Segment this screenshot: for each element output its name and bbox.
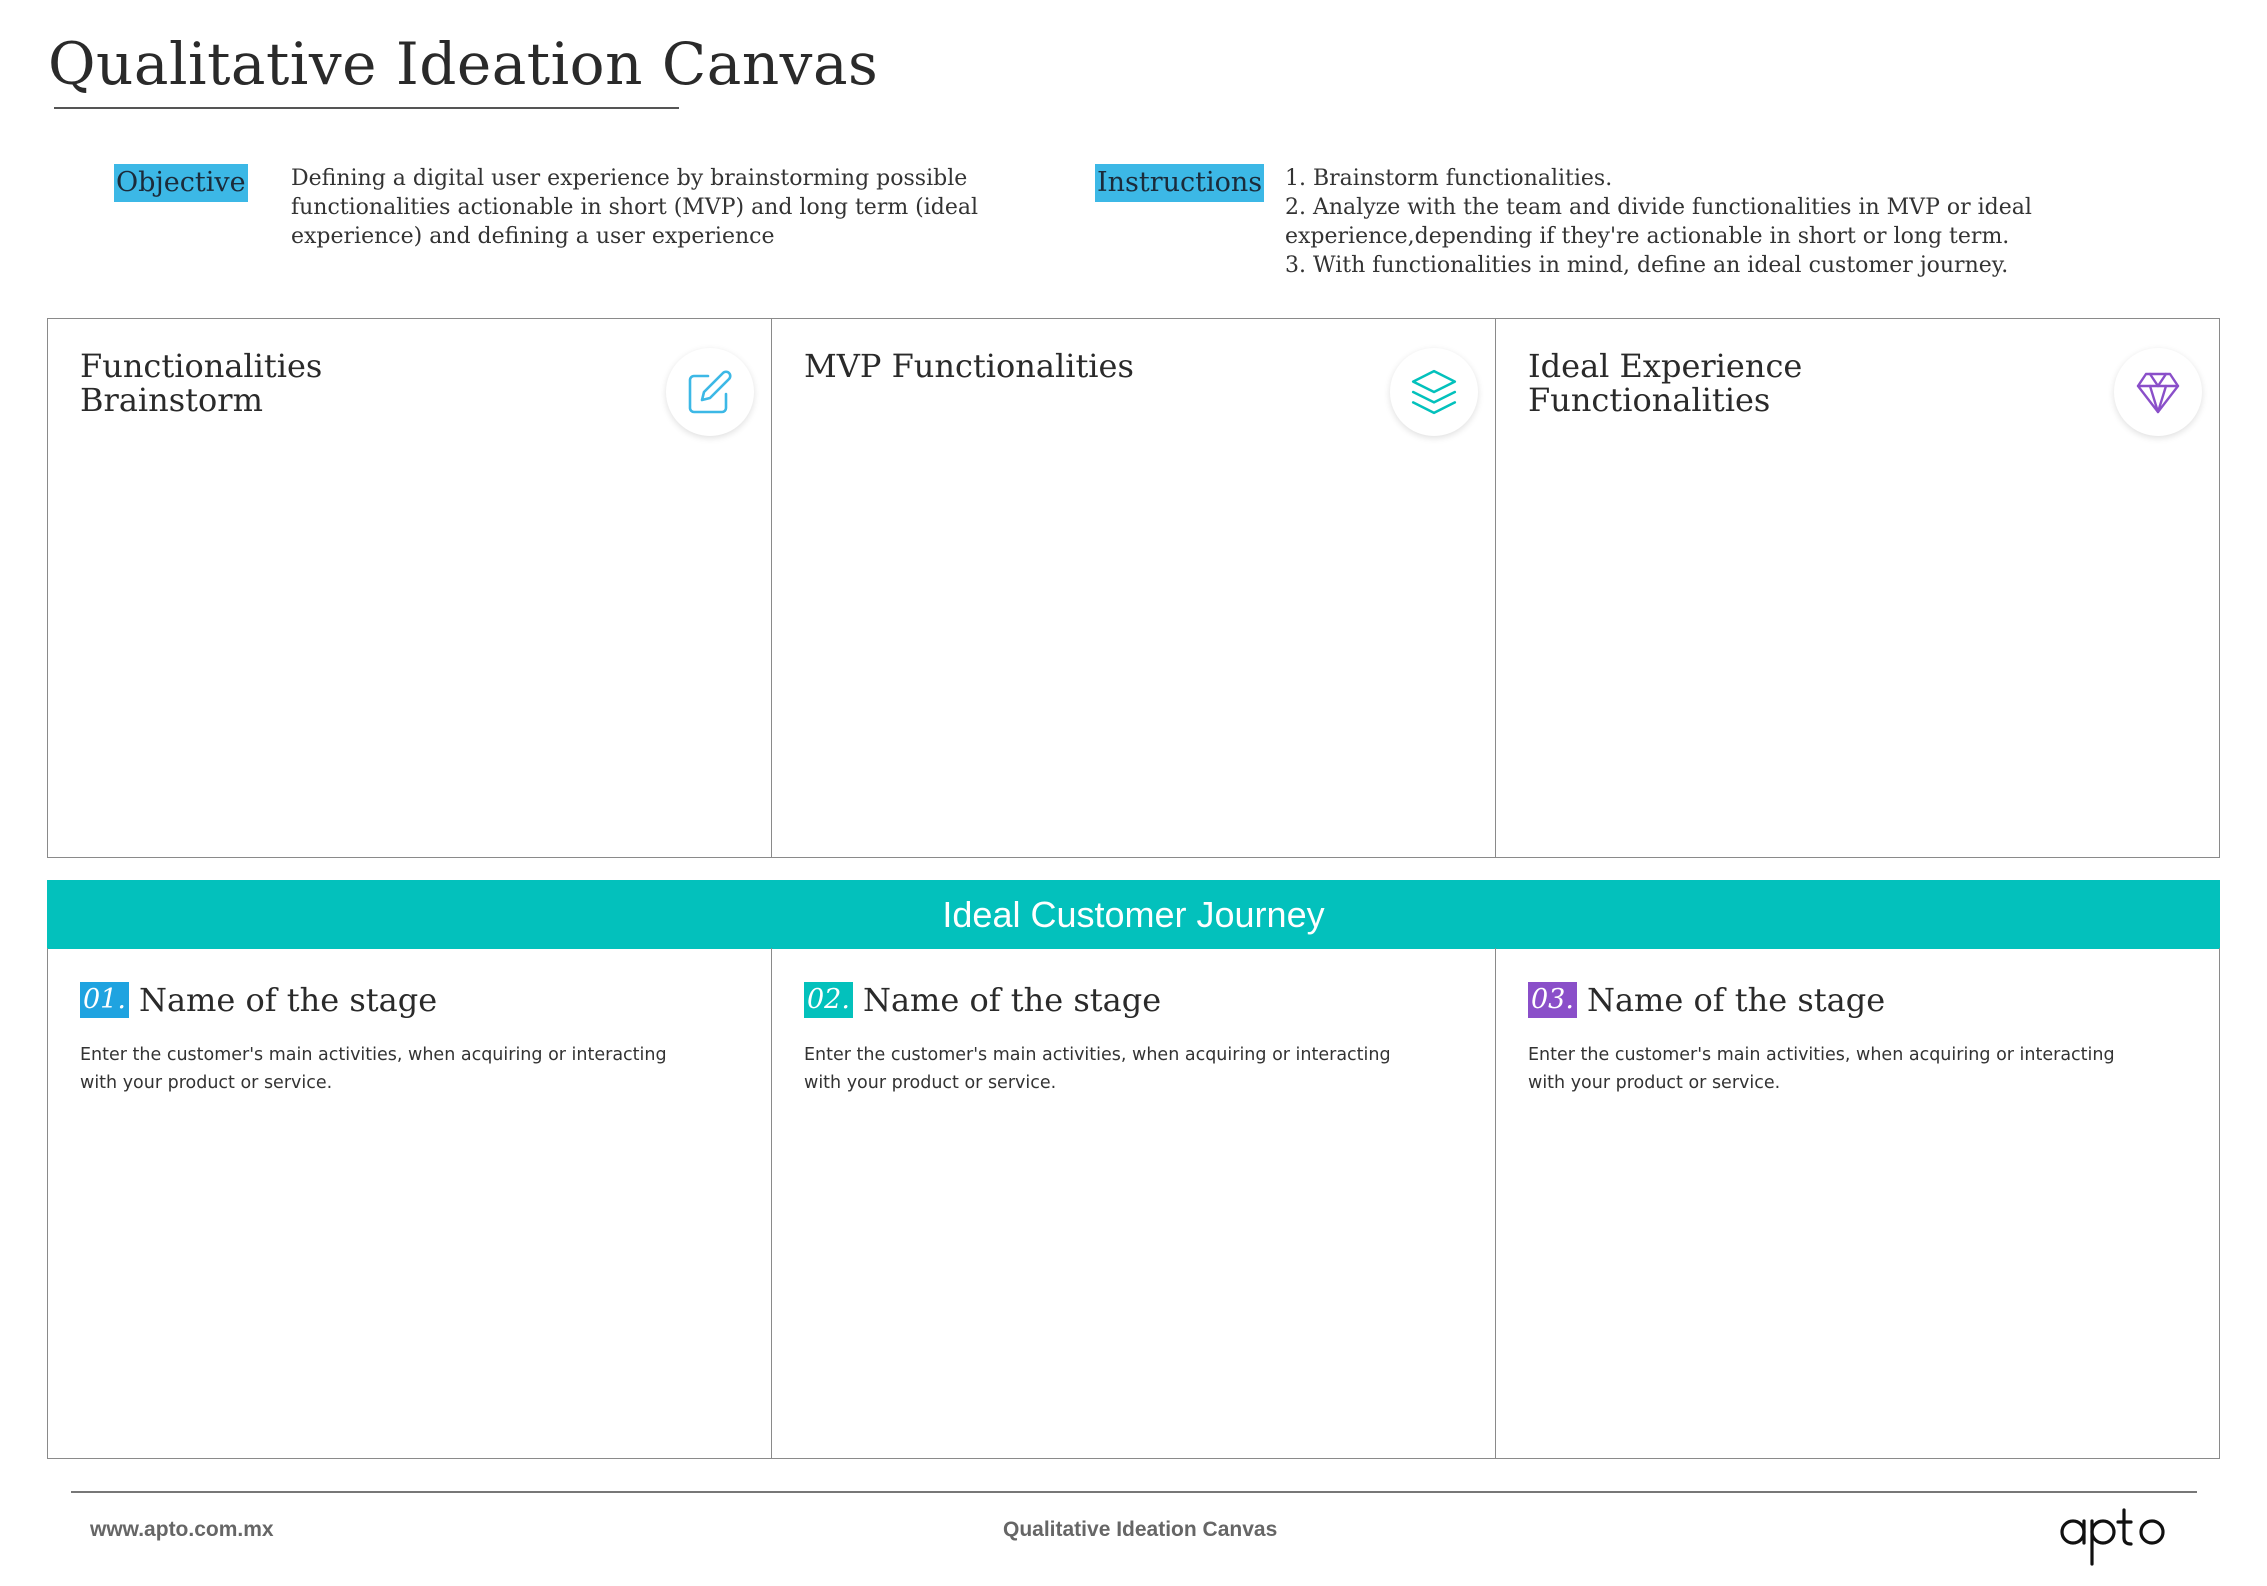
column-title: [804, 349, 1134, 383]
functionalities-board: [47, 318, 2220, 858]
column-title-line: MVP Functionalities: [804, 347, 1134, 385]
stage-description-line: with your product or service.: [1528, 1073, 1781, 1093]
stage-heading: [804, 981, 1161, 1019]
instruction-line: experience,depending if they're actionable in short or long term.: [1285, 224, 2010, 249]
instruction-line: 3. With functionalities in mind, define an ideal customer journey.: [1285, 253, 2009, 278]
column-title-line: Functionalities: [80, 347, 323, 385]
column-title: [80, 349, 322, 417]
stage-description-line: Enter the customer's main activities, when acquiring or interacting: [1528, 1045, 2115, 1065]
stage-name: Name of the stage: [1586, 981, 1886, 1019]
objective-line: Defining a digital user experience by brainstorming possible: [291, 166, 968, 191]
apto-logo: [2060, 1502, 2175, 1576]
journey-stage-2[interactable]: [772, 948, 1496, 1458]
column-ideal-experience[interactable]: [1496, 319, 2219, 857]
column-title: [1528, 349, 1802, 417]
column-title-line: Ideal Experience: [1528, 347, 1803, 385]
journey-stage-1[interactable]: [48, 948, 772, 1458]
journey-board: [47, 948, 2220, 1459]
stage-number: 01.: [80, 982, 129, 1018]
stage-description-line: Enter the customer's main activities, when acquiring or interacting: [80, 1045, 667, 1065]
footer-website[interactable]: www.apto.com.mx: [90, 1518, 274, 1541]
stage-description-line: Enter the customer's main activities, when acquiring or interacting: [804, 1045, 1391, 1065]
column-mvp[interactable]: [772, 319, 1496, 857]
stage-description: [804, 1041, 1394, 1097]
title-underline: [54, 107, 679, 109]
stage-heading: [80, 981, 437, 1019]
layers-icon: [1390, 348, 1478, 436]
stage-description: [1528, 1041, 2118, 1097]
stage-description-line: with your product or service.: [80, 1073, 333, 1093]
column-brainstorm[interactable]: [48, 319, 772, 857]
stage-number: 03.: [1528, 982, 1577, 1018]
objective-label: Objective: [114, 164, 248, 202]
journey-stage-3[interactable]: [1496, 948, 2219, 1458]
stage-description: [80, 1041, 670, 1097]
stage-name: Name of the stage: [862, 981, 1162, 1019]
footer-divider: [71, 1491, 2197, 1493]
objective-line: functionalities actionable in short (MVP) and long term (ideal: [291, 195, 979, 220]
page-title: Qualitative Ideation Canvas: [48, 30, 879, 98]
instructions-text: [1285, 164, 2032, 280]
objective-text: [291, 164, 978, 251]
diamond-icon: [2114, 348, 2202, 436]
footer-title: Qualitative Ideation Canvas: [1003, 1518, 1278, 1541]
column-title-line: Brainstorm: [80, 381, 263, 419]
instruction-line: 2. Analyze with the team and divide functionalities in MVP or ideal: [1285, 195, 2032, 220]
instructions-label: Instructions: [1095, 164, 1264, 202]
instruction-line: 1. Brainstorm functionalities.: [1285, 166, 1613, 191]
column-title-line: Functionalities: [1528, 381, 1771, 419]
journey-header: Ideal Customer Journey: [47, 880, 2220, 949]
stage-description-line: with your product or service.: [804, 1073, 1057, 1093]
stage-number: 02.: [804, 982, 853, 1018]
stage-heading: [1528, 981, 1885, 1019]
edit-icon: [666, 348, 754, 436]
objective-line: experience) and defining a user experience: [291, 224, 775, 249]
stage-name: Name of the stage: [138, 981, 438, 1019]
